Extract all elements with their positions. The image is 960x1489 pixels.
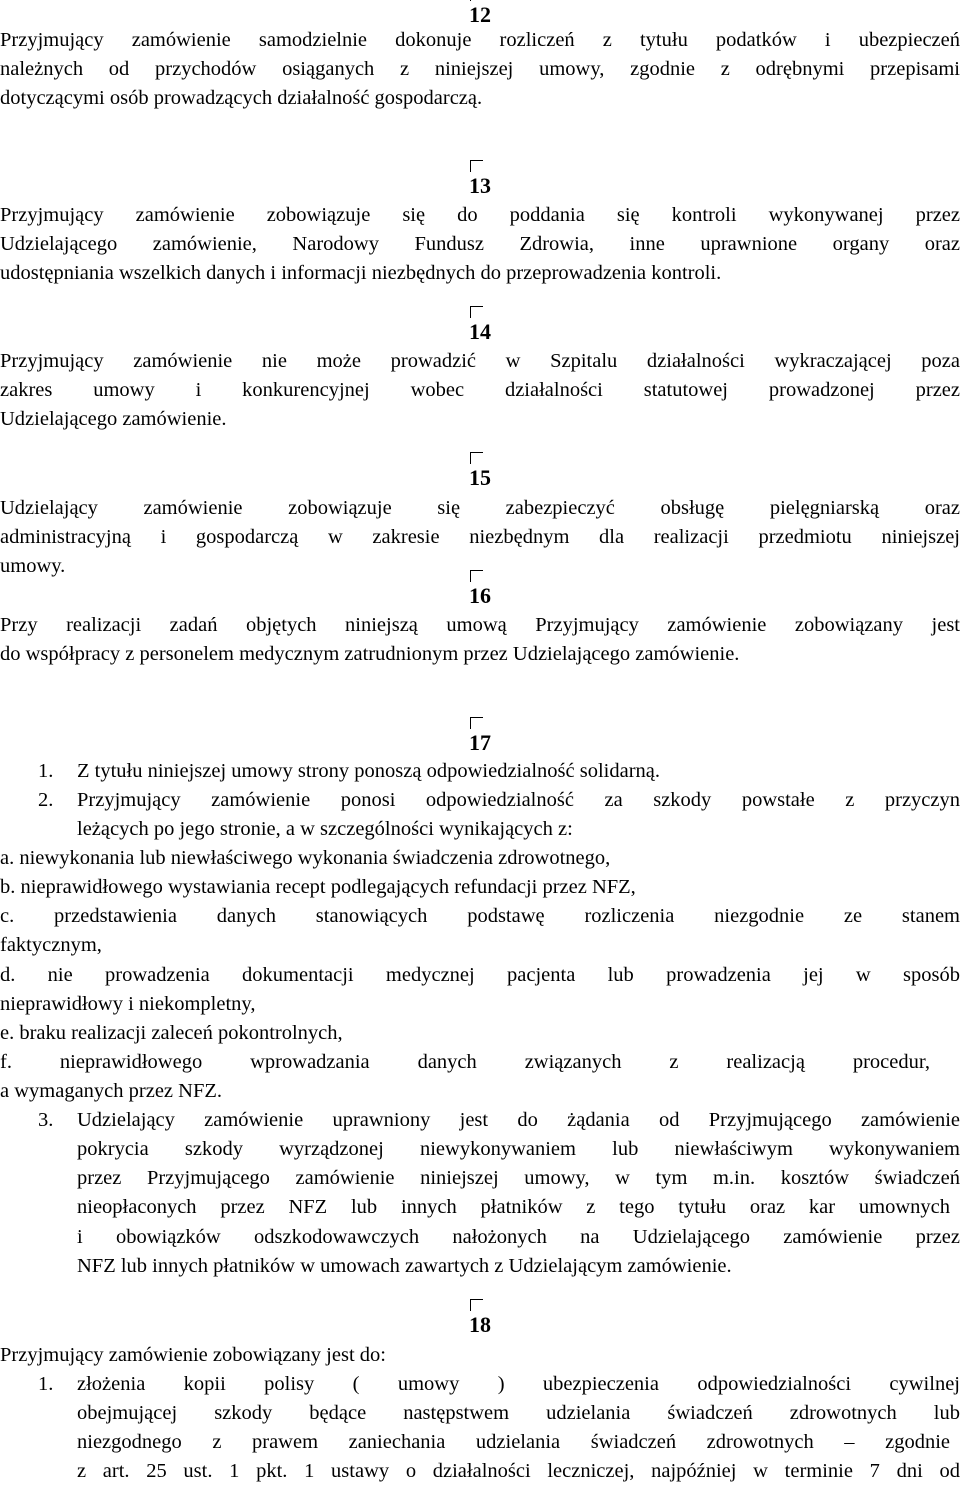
section-12-line: dotyczącymi osób prowadzących działalność gospodarczą. bbox=[0, 87, 483, 109]
list-item-text: i obowiązków odszkodowawczych nałożonych na Udzielającego zamówienie przez bbox=[77, 1226, 960, 1248]
section-18-intro: Przyjmujący zamówienie zobowiązany jest do: bbox=[0, 1344, 386, 1366]
section-sign: 14 bbox=[469, 319, 491, 344]
section-12-line: należnych od przychodów osiąganych z niniejszej umowy, zgodnie z odrębnymi przepisami bbox=[0, 58, 960, 80]
list-number: 1. bbox=[38, 760, 54, 782]
section-15-line: umowy. bbox=[0, 555, 66, 577]
list-item-text: złożenia kopii polisy ( umowy ) ubezpieczenia odpowiedzialności cywilnej bbox=[77, 1373, 960, 1395]
section-sign: 13 bbox=[469, 173, 491, 198]
section-15-line: administracyjną i gospodarczą w zakresie niezbędnym dla realizacji przedmiotu niniejszej bbox=[0, 526, 960, 548]
sub-item-line: b. nieprawidłowego wystawiania recept podlegających refundacji przez NFZ, bbox=[0, 876, 636, 898]
sub-item-line: a wymaganych przez NFZ. bbox=[0, 1080, 222, 1102]
section-13-line: udostępniania wszelkich danych i informacji niezbędnych do przeprowadzenia kontroli. bbox=[0, 262, 722, 284]
list-number: 1. bbox=[38, 1373, 54, 1395]
section-16-line: do współpracy z personelem medycznym zatrudnionym przez Udzielającego zamówienie. bbox=[0, 643, 740, 665]
section-15-line: Udzielający zamówienie zobowiązuje się zabezpieczyć obsługę pielęgniarską oraz bbox=[0, 497, 960, 519]
section-sign: 17 bbox=[469, 730, 491, 755]
sub-item-line: c. przedstawienia danych stanowiących podstawę rozliczenia niezgodnie ze stanem bbox=[0, 905, 960, 927]
section-sign: 18 bbox=[469, 1312, 491, 1337]
section-13-line: Przyjmujący zamówienie zobowiązuje się do poddania się kontroli wykonywanej przez bbox=[0, 204, 960, 226]
section-13-heading bbox=[0, 171, 960, 200]
list-item-text: nieopłaconych przez NFZ lub innych płatników z tego tytułu oraz kar umownych bbox=[77, 1196, 950, 1218]
section-12-line: Przyjmujący zamówienie samodzielnie dokonuje rozliczeń z tytułu podatków i ubezpieczeń bbox=[0, 29, 960, 51]
list-item-text: z art. 25 ust. 1 pkt. 1 ustawy o działalności leczniczej, najpóźniej w terminie 7 dni od bbox=[77, 1460, 960, 1482]
list-item-text: NFZ lub innych płatników w umowach zawartych z Udzielającym zamówienie. bbox=[77, 1255, 732, 1277]
sub-item-line: faktycznym, bbox=[0, 934, 102, 956]
section-sign: 16 bbox=[469, 583, 491, 608]
section-17-heading bbox=[0, 728, 960, 757]
section-14-heading bbox=[0, 317, 960, 346]
sub-item-line: a. niewykonania lub niewłaściwego wykonania świadczenia zdrowotnego, bbox=[0, 847, 611, 869]
section-18-heading bbox=[0, 1310, 960, 1339]
list-item-text: Udzielający zamówienie uprawniony jest do żądania od Przyjmującego zamówienie bbox=[77, 1109, 960, 1131]
list-number: 2. bbox=[38, 789, 54, 811]
section-sign: 15 bbox=[469, 465, 491, 490]
section-13-line: Udzielającego zamówienie, Narodowy Fundusz Zdrowia, inne uprawnione organy oraz bbox=[0, 233, 960, 255]
list-item-text: przez Przyjmującego zamówienie niniejszej umowy, w tym m.in. kosztów świadczeń bbox=[77, 1167, 960, 1189]
list-item-text: obejmującej szkody będące następstwem udzielania świadczeń zdrowotnych lub bbox=[77, 1402, 960, 1424]
sub-item-line: f. nieprawidłowego wprowadzania danych związanych z realizacją procedur, bbox=[0, 1051, 930, 1073]
section-14-line: zakres umowy i konkurencyjnej wobec działalności statutowej prowadzonej przez bbox=[0, 379, 960, 401]
section-16-line: Przy realizacji zadań objętych niniejszą umową Przyjmujący zamówienie zobowiązany jest bbox=[0, 614, 960, 636]
section-14-line: Udzielającego zamówienie. bbox=[0, 408, 227, 430]
list-number: 3. bbox=[38, 1109, 54, 1131]
sub-item-line: e. braku realizacji zaleceń pokontrolnych, bbox=[0, 1022, 343, 1044]
section-sign: 12 bbox=[469, 2, 491, 27]
sub-item-line: nieprawidłowy i niekompletny, bbox=[0, 993, 256, 1015]
section-16-heading bbox=[0, 581, 960, 610]
list-item-text: Przyjmujący zamówienie ponosi odpowiedzialność za szkody powstałe z przyczyn bbox=[77, 789, 960, 811]
list-item-text: niezgodnego z prawem zaniechania udzielania świadczeń zdrowotnych – zgodnie bbox=[77, 1431, 950, 1453]
section-15-heading bbox=[0, 463, 960, 492]
list-item-text: Z tytułu niniejszej umowy strony ponoszą odpowiedzialność solidarną. bbox=[77, 760, 660, 782]
list-item-text: leżących po jego stronie, a w szczególności wynikających z: bbox=[77, 818, 573, 840]
list-item-text: pokrycia szkody wyrządzonej niewykonywaniem lub niewłaściwym wykonywaniem bbox=[77, 1138, 960, 1160]
sub-item-line: d. nie prowadzenia dokumentacji medycznej pacjenta lub prowadzenia jej w sposób bbox=[0, 964, 960, 986]
section-12-heading bbox=[0, 0, 960, 29]
section-14-line: Przyjmujący zamówienie nie może prowadzić w Szpitalu działalności wykraczającej poza bbox=[0, 350, 960, 372]
